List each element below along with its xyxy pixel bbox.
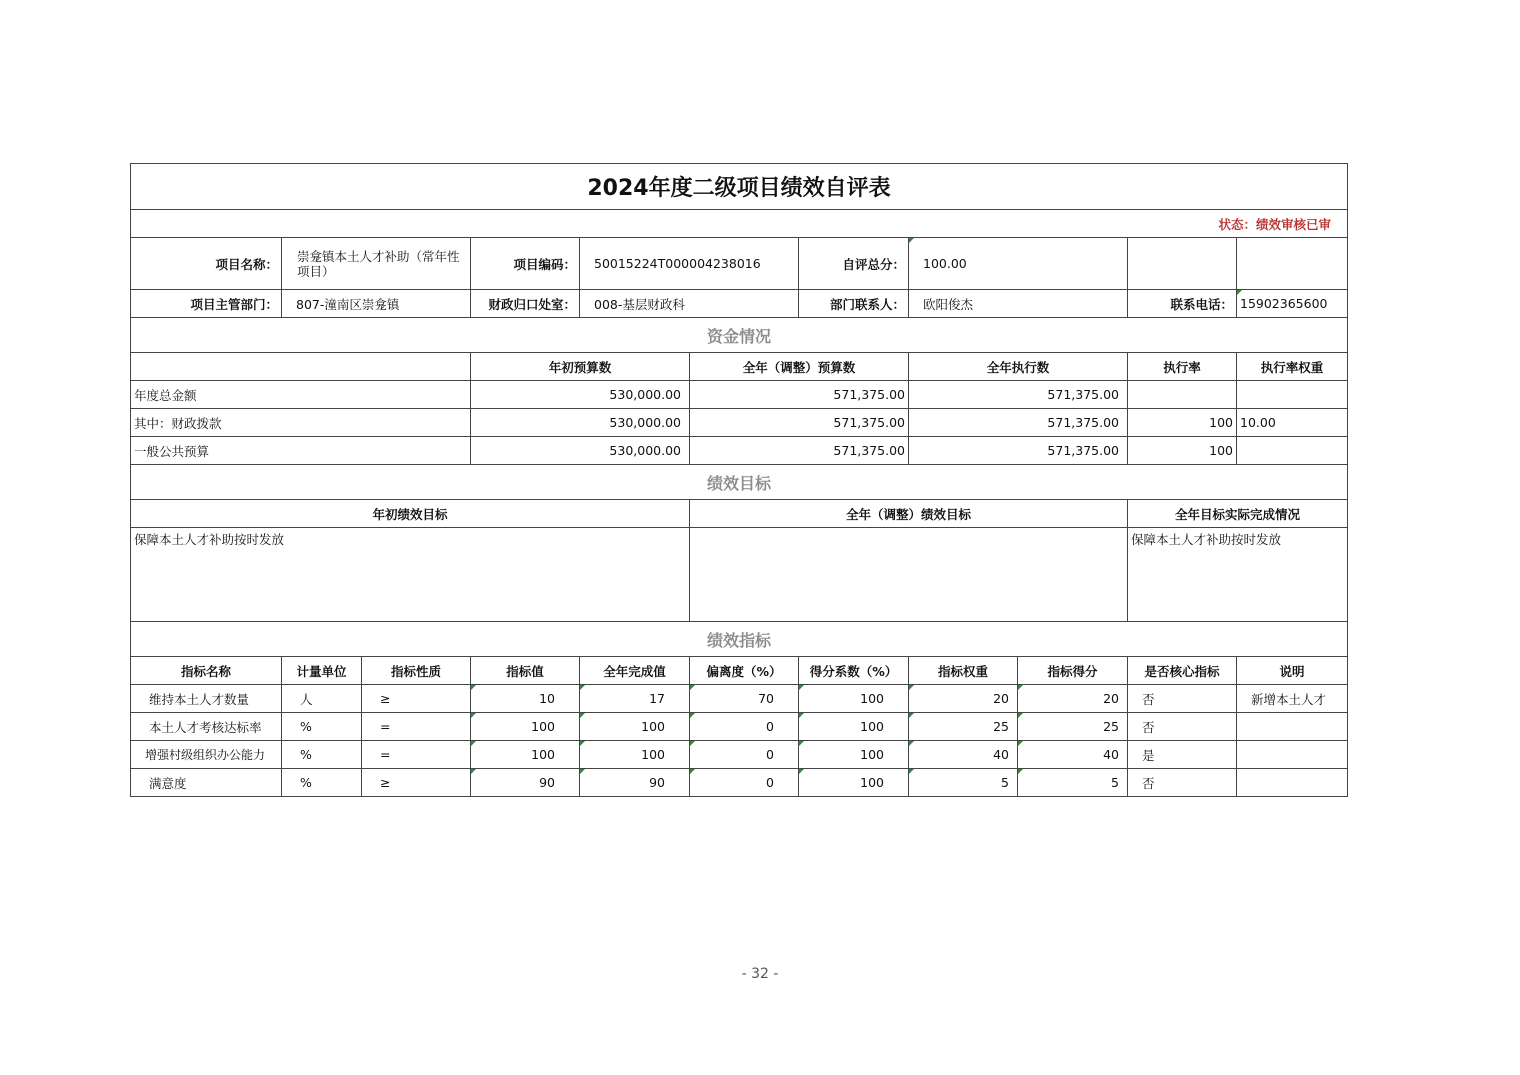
goals-header-adjusted: 全年（调整）绩效目标 [690,500,1128,528]
self-score-value: 100.00 [909,238,1128,290]
funds-header-executed: 全年执行数 [909,353,1128,381]
ind-coef: 100 [799,685,909,713]
ind-header-nature: 指标性质 [362,657,471,685]
ind-unit: 人 [282,685,362,713]
ind-name: 维持本土人才数量 [131,685,282,713]
goals-header-actual: 全年目标实际完成情况 [1128,500,1348,528]
ind-header-deviation: 偏离度（%） [690,657,799,685]
ind-header-weight: 指标权重 [909,657,1018,685]
funds-rate: 100 [1128,409,1237,437]
dept-value: 807-潼南区崇龛镇 [282,290,471,318]
funds-header-initial: 年初预算数 [471,353,690,381]
funds-initial: 530,000.00 [471,381,690,409]
funds-weight: 10.00 [1237,409,1348,437]
funds-row-label: 一般公共预算 [131,437,471,465]
ind-name: 本土人才考核达标率 [131,713,282,741]
ind-core: 否 [1128,685,1237,713]
funds-adjusted: 571,375.00 [690,381,909,409]
funds-header-weight: 执行率权重 [1237,353,1348,381]
ind-core: 否 [1128,713,1237,741]
funds-weight [1237,381,1348,409]
project-code-value: 50015224T000004238016 [580,238,799,290]
funds-rate [1128,381,1237,409]
ind-header-value: 指标值 [471,657,580,685]
project-name-value: 崇龛镇本土人才补助（常年性项目） [282,238,471,290]
ind-value: 90 [471,769,580,797]
phone-label: 联系电话： [1128,290,1237,318]
finance-office-label: 财政归口处室： [471,290,580,318]
ind-deviation: 0 [690,741,799,769]
ind-nature: = [362,741,471,769]
funds-header-blank [131,353,471,381]
ind-score: 25 [1018,713,1128,741]
ind-nature: ≥ [362,769,471,797]
table-row [131,769,1348,797]
page-number: - 32 - [741,966,779,982]
status-badge: 状态：绩效审核已审 [131,210,1348,238]
funds-initial: 530,000.00 [471,409,690,437]
ind-name: 满意度 [131,769,282,797]
ind-name: 增强村级组织办公能力 [131,741,282,769]
funds-rate: 100 [1128,437,1237,465]
funds-executed: 571,375.00 [909,437,1128,465]
ind-note: 新增本土人才 [1237,685,1348,713]
funds-weight [1237,437,1348,465]
table-row [131,741,1348,769]
ind-deviation: 0 [690,769,799,797]
project-code-label: 项目编码： [471,238,580,290]
ind-note [1237,741,1348,769]
funds-executed: 571,375.00 [909,409,1128,437]
ind-done: 17 [580,685,690,713]
ind-header-coef: 得分系数（%） [799,657,909,685]
ind-note [1237,769,1348,797]
ind-unit: % [282,741,362,769]
project-name-label: 项目名称： [131,238,282,290]
ind-score: 40 [1018,741,1128,769]
funds-section-title: 资金情况 [131,318,1348,353]
phone-value: 15902365600 [1237,290,1348,318]
goals-section-title: 绩效目标 [131,465,1348,500]
goal-adjusted-text [690,528,1128,622]
goals-header-initial: 年初绩效目标 [131,500,690,528]
ind-core: 否 [1128,769,1237,797]
table-row [131,713,1348,741]
finance-office-value: 008-基层财政科 [580,290,799,318]
ind-header-name: 指标名称 [131,657,282,685]
table-row [131,437,1348,465]
funds-initial: 530,000.00 [471,437,690,465]
empty-cell [1237,238,1348,290]
performance-evaluation-table [130,163,1348,797]
table-row [131,409,1348,437]
self-score-label: 自评总分： [799,238,909,290]
dept-label: 项目主管部门： [131,290,282,318]
ind-header-unit: 计量单位 [282,657,362,685]
ind-unit: % [282,769,362,797]
ind-weight: 20 [909,685,1018,713]
ind-done: 90 [580,769,690,797]
ind-weight: 5 [909,769,1018,797]
goal-actual-text: 保障本土人才补助按时发放 [1128,528,1348,622]
ind-score: 20 [1018,685,1128,713]
table-row [131,685,1348,713]
ind-done: 100 [580,741,690,769]
funds-header-adjusted: 全年（调整）预算数 [690,353,909,381]
page-title: 2024年度二级项目绩效自评表 [131,164,1348,210]
contact-value: 欧阳俊杰 [909,290,1128,318]
ind-header-done: 全年完成值 [580,657,690,685]
funds-adjusted: 571,375.00 [690,409,909,437]
ind-deviation: 0 [690,713,799,741]
ind-header-core: 是否核心指标 [1128,657,1237,685]
ind-note [1237,713,1348,741]
ind-value: 100 [471,713,580,741]
ind-header-score: 指标得分 [1018,657,1128,685]
ind-weight: 25 [909,713,1018,741]
ind-score: 5 [1018,769,1128,797]
goal-initial-text: 保障本土人才补助按时发放 [131,528,690,622]
ind-coef: 100 [799,741,909,769]
funds-executed: 571,375.00 [909,381,1128,409]
ind-header-note: 说明 [1237,657,1348,685]
ind-deviation: 70 [690,685,799,713]
funds-row-label: 其中：财政拨款 [131,409,471,437]
ind-nature: = [362,713,471,741]
funds-header-rate: 执行率 [1128,353,1237,381]
ind-value: 10 [471,685,580,713]
table-row [131,381,1348,409]
funds-adjusted: 571,375.00 [690,437,909,465]
contact-label: 部门联系人： [799,290,909,318]
ind-core: 是 [1128,741,1237,769]
ind-weight: 40 [909,741,1018,769]
ind-value: 100 [471,741,580,769]
ind-coef: 100 [799,713,909,741]
indicators-section-title: 绩效指标 [131,622,1348,657]
ind-nature: ≥ [362,685,471,713]
ind-coef: 100 [799,769,909,797]
ind-done: 100 [580,713,690,741]
ind-unit: % [282,713,362,741]
funds-row-label: 年度总金额 [131,381,471,409]
empty-cell [1128,238,1237,290]
